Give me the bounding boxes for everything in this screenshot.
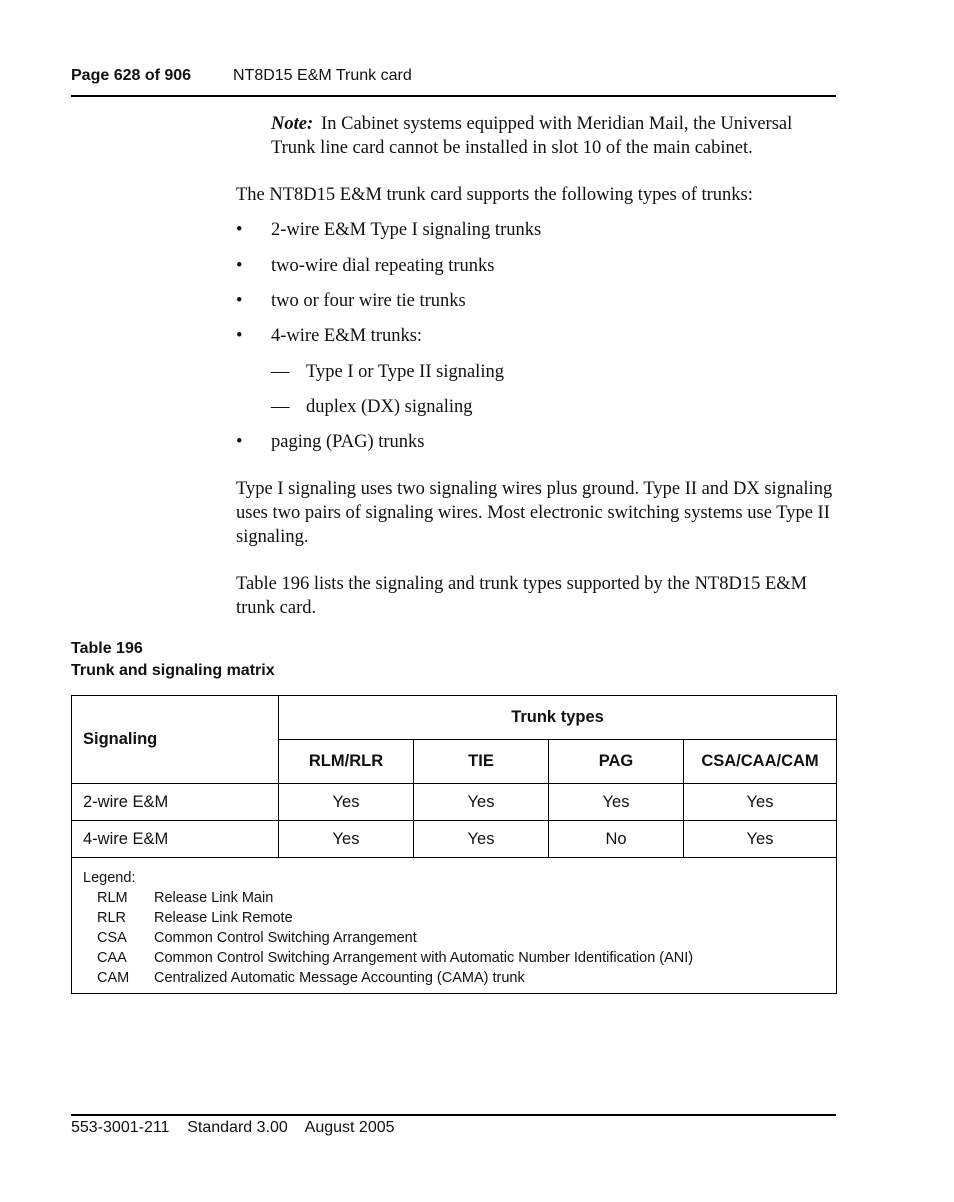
table-row xyxy=(72,821,837,858)
legend-abbreviation: CAM xyxy=(97,970,130,986)
column-header: PAG xyxy=(549,740,684,784)
table-cell: Yes xyxy=(279,821,414,858)
page-number: Page 628 of 906 xyxy=(71,67,192,84)
legend-abbreviation: CAA xyxy=(97,950,127,966)
legend-item xyxy=(83,928,825,948)
column-header: CSA/CAA/CAM xyxy=(684,740,837,784)
table-reference-paragraph: Table 196 lists the signaling and trunk types supported by the NT8D15 E&M trunk card. xyxy=(236,574,808,618)
legend-row xyxy=(72,858,837,994)
legend-abbreviation: RLM xyxy=(97,890,128,906)
document-section-title: NT8D15 E&M Trunk card xyxy=(233,67,412,84)
table-legend xyxy=(72,858,837,994)
legend-abbreviation: CSA xyxy=(97,930,127,946)
page-footer xyxy=(71,1118,395,1138)
list-item-text: Type I or Type II signaling xyxy=(306,362,504,382)
note-label: Note: xyxy=(271,114,314,134)
table-cell: Yes xyxy=(684,821,837,858)
column-header: RLM/RLR xyxy=(279,740,414,784)
signaling-paragraph: Type I signaling uses two signaling wires plus ground. Type II and DX signaling uses two pairs of signaling wires. Most electronic switching systems use Type II signaling. xyxy=(236,479,833,547)
dash-marker: — xyxy=(271,362,290,382)
publication-date: August 2005 xyxy=(304,1119,395,1136)
legend-abbreviation: RLR xyxy=(97,910,127,926)
bullet-marker: • xyxy=(236,432,243,452)
table-caption xyxy=(71,638,275,682)
document-number: 553-3001-211 xyxy=(71,1119,170,1136)
table-cell: Yes xyxy=(549,784,684,821)
note-paragraph xyxy=(271,112,836,160)
bullet-marker: • xyxy=(236,220,243,240)
legend-item xyxy=(83,908,825,928)
signaling-cell: 4-wire E&M xyxy=(72,821,279,858)
legend-item xyxy=(83,968,825,988)
legend-description: Release Link Remote xyxy=(154,910,293,926)
intro-paragraph: The NT8D15 E&M trunk card supports the following types of trunks: xyxy=(236,185,753,205)
legend-description: Common Control Switching Arrangement with Automatic Number Identification (ANI) xyxy=(154,950,694,966)
legend-title: Legend: xyxy=(83,870,136,886)
bullet-marker: • xyxy=(236,291,243,311)
table-number: Table 196 xyxy=(71,640,143,657)
legend-item xyxy=(83,948,825,968)
trunk-types-header: Trunk types xyxy=(279,696,837,740)
header-rule xyxy=(71,95,836,97)
trunk-signaling-table xyxy=(71,695,837,994)
table-cell: No xyxy=(549,821,684,858)
signaling-header: Signaling xyxy=(72,696,279,784)
standard-version: Standard 3.00 xyxy=(187,1119,288,1136)
list-item-text: two-wire dial repeating trunks xyxy=(271,256,495,276)
page-header xyxy=(71,66,836,86)
list-item-text: two or four wire tie trunks xyxy=(271,291,466,311)
legend-description: Common Control Switching Arrangement xyxy=(154,930,417,946)
note-text: In Cabinet systems equipped with Meridian Mail, the Universal Trunk line card cannot be installed in slot 10 of the main cabinet. xyxy=(271,114,793,158)
column-header: TIE xyxy=(414,740,549,784)
signaling-cell: 2-wire E&M xyxy=(72,784,279,821)
legend-description: Release Link Main xyxy=(154,890,274,906)
bullet-marker: • xyxy=(236,326,243,346)
legend-description: Centralized Automatic Message Accounting (CAMA) trunk xyxy=(154,970,525,986)
list-item-text: 4-wire E&M trunks: xyxy=(271,326,423,346)
table-cell: Yes xyxy=(684,784,837,821)
legend-item xyxy=(83,888,825,908)
bullet-marker: • xyxy=(236,256,243,276)
dash-marker: — xyxy=(271,397,290,417)
list-item-text: paging (PAG) trunks xyxy=(271,432,425,452)
footer-rule xyxy=(71,1114,836,1116)
table-row xyxy=(72,784,837,821)
list-item-text: duplex (DX) signaling xyxy=(306,397,473,417)
table-cell: Yes xyxy=(414,784,549,821)
table-title: Trunk and signaling matrix xyxy=(71,662,275,679)
table-cell: Yes xyxy=(279,784,414,821)
list-item-text: 2-wire E&M Type I signaling trunks xyxy=(271,220,542,240)
table-cell: Yes xyxy=(414,821,549,858)
